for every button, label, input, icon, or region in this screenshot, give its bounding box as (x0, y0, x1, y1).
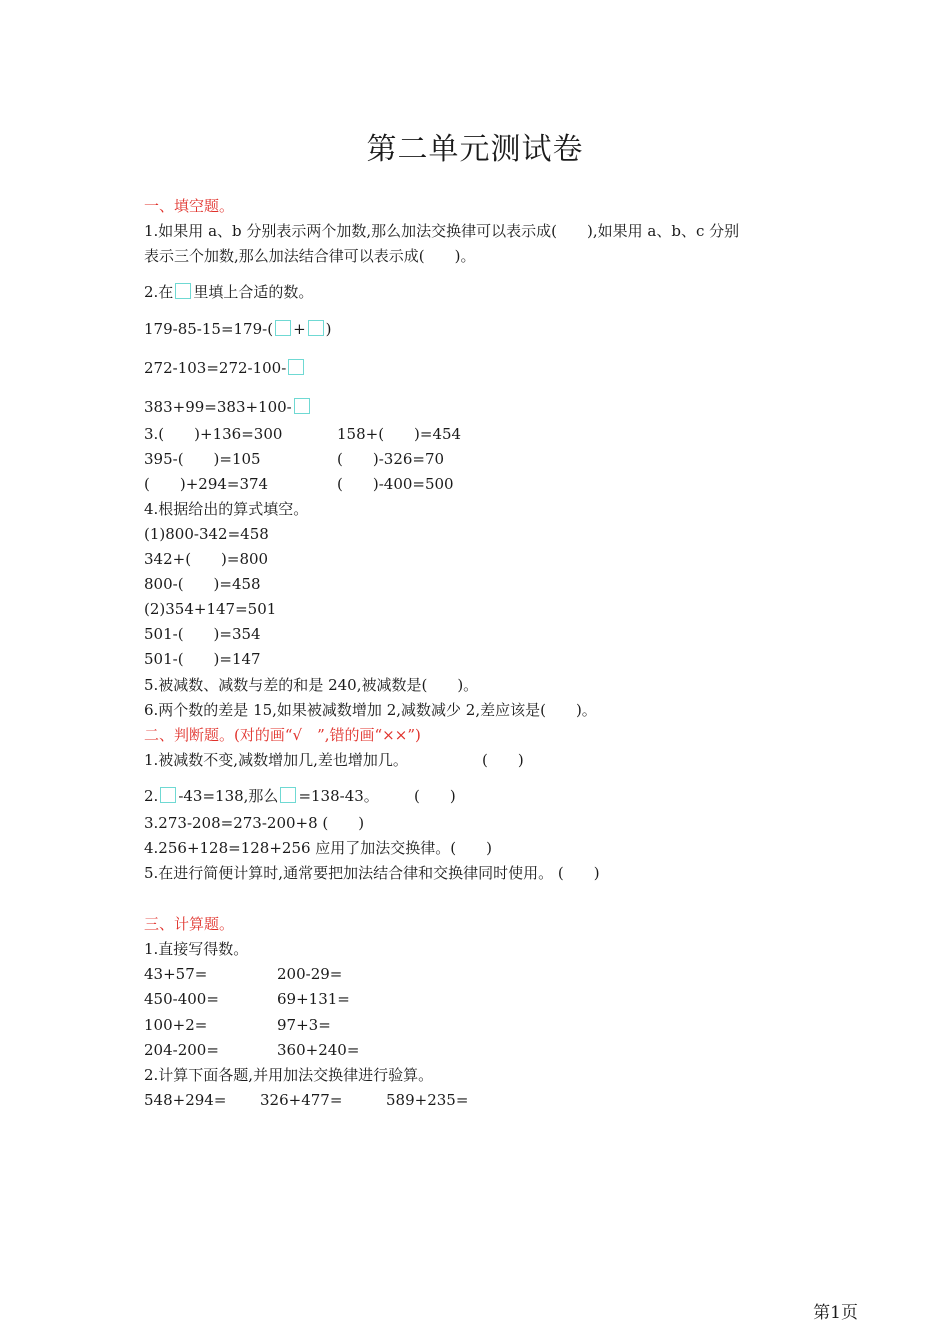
question-3-r1-c1: 3.( )+136=300 (144, 425, 283, 443)
calc-item: 326+477= (260, 1091, 343, 1109)
question-4-line: 800-( )=458 (144, 575, 261, 593)
calc-item: 204-200= (144, 1041, 219, 1059)
judge-question-2 (144, 786, 379, 806)
question-1-line2: 表示三个加数,那么加法结合律可以表示成( )。 (144, 247, 476, 265)
answer-box[interactable] (175, 283, 191, 299)
calc-item: 69+131= (277, 990, 350, 1008)
calc-item: 100+2= (144, 1016, 208, 1034)
question-4-line: 501-( )=354 (144, 625, 261, 643)
question-5: 5.被减数、减数与差的和是 240,被减数是( )。 (144, 676, 479, 694)
calc-item: 43+57= (144, 965, 208, 983)
judge-question-2-post: =138-43。 (298, 787, 379, 805)
question-3-r3-c2: ( )-400=500 (337, 475, 454, 493)
question-2c-pre: 383+99=383+100- (144, 398, 292, 416)
question-1-line1: 1.如果用 a、b 分别表示两个加数,那么加法交换律可以表示成( ),如果用 a、b、c 分别 (144, 222, 740, 240)
question-2a-pre: 179-85-15=179-( (144, 320, 274, 338)
question-4-line: 342+( )=800 (144, 550, 269, 568)
answer-box[interactable] (294, 398, 310, 414)
calc-item: 450-400= (144, 990, 219, 1008)
question-2b (144, 358, 306, 378)
page-title: 第二单元测试卷 (366, 132, 584, 167)
question-3-r1-c2: 158+( )=454 (337, 425, 462, 443)
answer-box[interactable] (280, 787, 296, 803)
answer-box[interactable] (160, 787, 176, 803)
judge-question-3: 3.273-208=273-200+8 ( ) (144, 814, 365, 832)
judge-question-2-paren: ( ) (414, 787, 456, 805)
question-2-pre: 2.在 (144, 283, 174, 301)
question-4-line: (1)800-342=458 (144, 525, 269, 543)
section-heading-fill: 一、填空题。 (144, 197, 235, 215)
question-2 (144, 282, 313, 302)
question-2a (144, 319, 332, 339)
question-3-r2-c2: ( )-326=70 (337, 450, 445, 468)
question-3-r2-c1: 395-( )=105 (144, 450, 261, 468)
question-2-post: 里填上合适的数。 (193, 283, 314, 301)
question-4: 4.根据给出的算式填空。 (144, 500, 309, 518)
judge-question-1-paren: ( ) (482, 751, 524, 769)
question-2c (144, 397, 312, 417)
calc-item: 97+3= (277, 1016, 331, 1034)
question-4-line: 501-( )=147 (144, 650, 261, 668)
judge-question-4: 4.256+128=128+256 应用了加法交换律。( ) (144, 839, 493, 857)
question-4-line: (2)354+147=501 (144, 600, 277, 618)
answer-box[interactable] (288, 359, 304, 375)
judge-question-1: 1.被减数不变,减数增加几,差也增加几。 (144, 751, 408, 769)
question-3-r3-c1: ( )+294=374 (144, 475, 269, 493)
page-number: 第1页 (813, 1303, 858, 1323)
calc-item: 548+294= (144, 1091, 227, 1109)
calc-item: 200-29= (277, 965, 343, 983)
question-2b-pre: 272-103=272-100- (144, 359, 287, 377)
section-heading-judge: 二、判断题。(对的画“√ ”,错的画“××”) (144, 726, 421, 744)
calc-item: 589+235= (386, 1091, 469, 1109)
answer-box[interactable] (275, 320, 291, 336)
judge-question-2-mid: -43=138,那么 (178, 787, 279, 805)
answer-box[interactable] (308, 320, 324, 336)
question-6: 6.两个数的差是 15,如果被减数增加 2,减数减少 2,差应该是( )。 (144, 701, 597, 719)
judge-question-2-pre: 2. (144, 787, 159, 805)
section-heading-calc: 三、计算题。 (144, 915, 235, 933)
judge-question-5: 5.在进行简便计算时,通常要把加法结合律和交换律同时使用。 ( ) (144, 864, 600, 882)
plus-sign: + (293, 320, 306, 338)
calc-question-1: 1.直接写得数。 (144, 940, 249, 958)
calc-question-2: 2.计算下面各题,并用加法交换律进行验算。 (144, 1066, 434, 1084)
close-paren: ) (325, 320, 332, 338)
calc-item: 360+240= (277, 1041, 360, 1059)
